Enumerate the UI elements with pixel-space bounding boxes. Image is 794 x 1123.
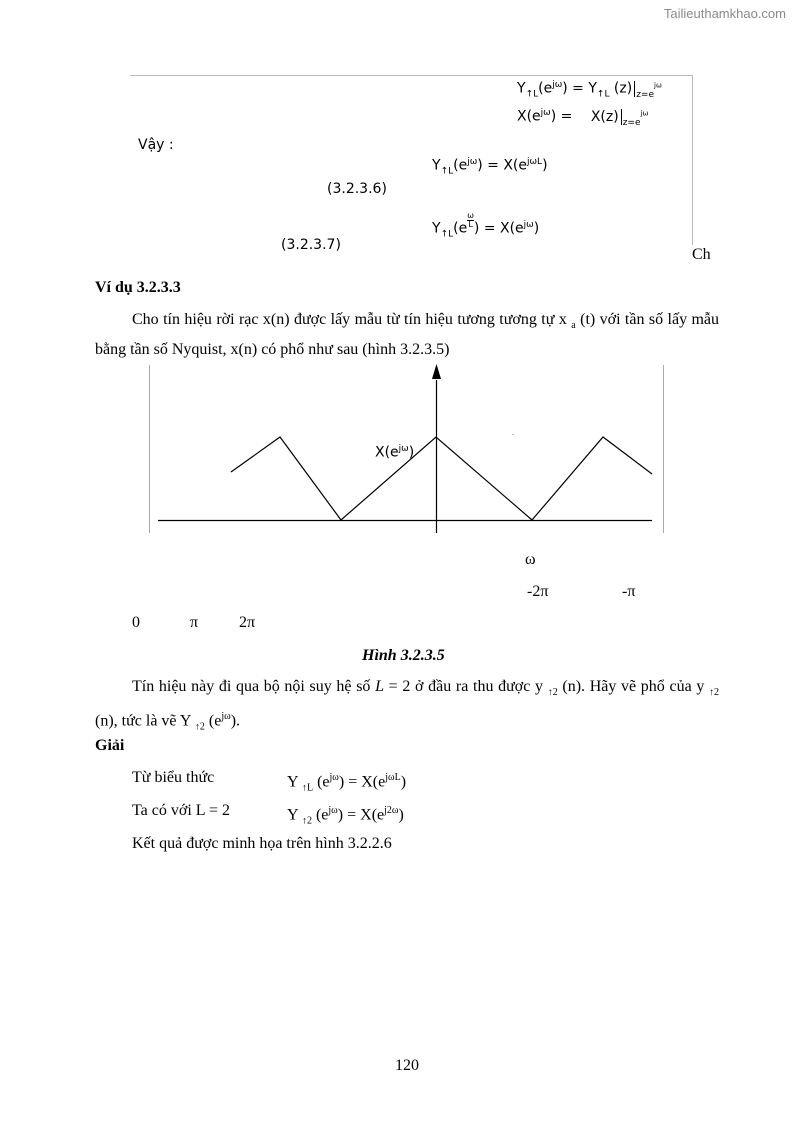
line-3: Kết quả được minh họa trên hình 3.2.2.6 bbox=[132, 835, 392, 852]
solution-title: Giải bbox=[95, 737, 125, 754]
line-2-label: Ta có với L = 2 bbox=[132, 802, 230, 819]
equation-3: $Y_{↑L}(e^{j\omega}) = X(e^{j\omega L})$ bbox=[432, 157, 548, 177]
equation-4-label: (3.2.3.7) bbox=[281, 237, 341, 253]
tick-2pi: 2π bbox=[239, 614, 256, 631]
watermark: Tailieuthamkhao.com bbox=[663, 6, 786, 21]
tick-pi: π bbox=[190, 614, 199, 631]
tick-zero: 0 bbox=[132, 614, 140, 631]
figure-caption: Hình 3.2.3.5 bbox=[362, 647, 445, 664]
paragraph-1: Cho tín hiệu rời rạc x(n) được lấy mẫu từ tín hiệu tương tương tự x $_a$ (t) với tần số lấy mẫu bằng tần số Nyquist, x(n) có phổ như sau (hình 3.2.3.5) bbox=[95, 311, 720, 359]
omega-label: ω bbox=[525, 551, 536, 568]
page-number: 120 bbox=[395, 1057, 419, 1074]
line-1-formula: Y $_{↑L}$ $(e^{j\omega}) = X(e^{j\omega L})$ bbox=[287, 772, 407, 794]
line-2-formula: Y $_{↑2}$ $(e^{j\omega}) = X(e^{j2\omega})$ bbox=[287, 805, 404, 827]
equation-2: $X(e^{j\omega}) = X(z)$ $_{z=e}^{j\omega}$ bbox=[517, 108, 649, 128]
equation-3-label: (3.2.3.6) bbox=[327, 181, 387, 197]
example-title: Ví dụ 3.2.3.3 bbox=[95, 279, 181, 296]
equation-1: $Y_{↑L}(e^{j\omega}) = Y_{↑L}$ (z) $_{z=e}^{j\omega}$ bbox=[517, 80, 662, 100]
tick-neg-2pi: -2π bbox=[527, 583, 549, 600]
tick-neg-pi: -π bbox=[622, 583, 636, 600]
vertical-axis-arrowhead bbox=[432, 364, 441, 379]
equation-4: $Y_{↑L}(e$ $\frac{\omega}{L}$ ) = $X(e^{j\omega})$ bbox=[432, 211, 540, 240]
spectrum-curve bbox=[231, 437, 652, 520]
vay-label: Vậy : bbox=[138, 137, 174, 153]
spectrum-label: $X(e^{j\omega})$ bbox=[375, 444, 415, 461]
ch-fragment: Ch bbox=[692, 246, 711, 263]
spectrum-dot: . bbox=[512, 428, 514, 437]
paragraph-2: Tín hiệu này đi qua bộ nội suy hệ số L = 2 ở đầu ra thu được y $_{↑2}$ (n). Hãy vẽ phổ của y $_{↑2}$ (n), tức là vẽ Y $_{↑2}$ $(e^{j\omega})$. bbox=[95, 678, 720, 733]
line-1-label: Từ biểu thức bbox=[132, 769, 215, 786]
